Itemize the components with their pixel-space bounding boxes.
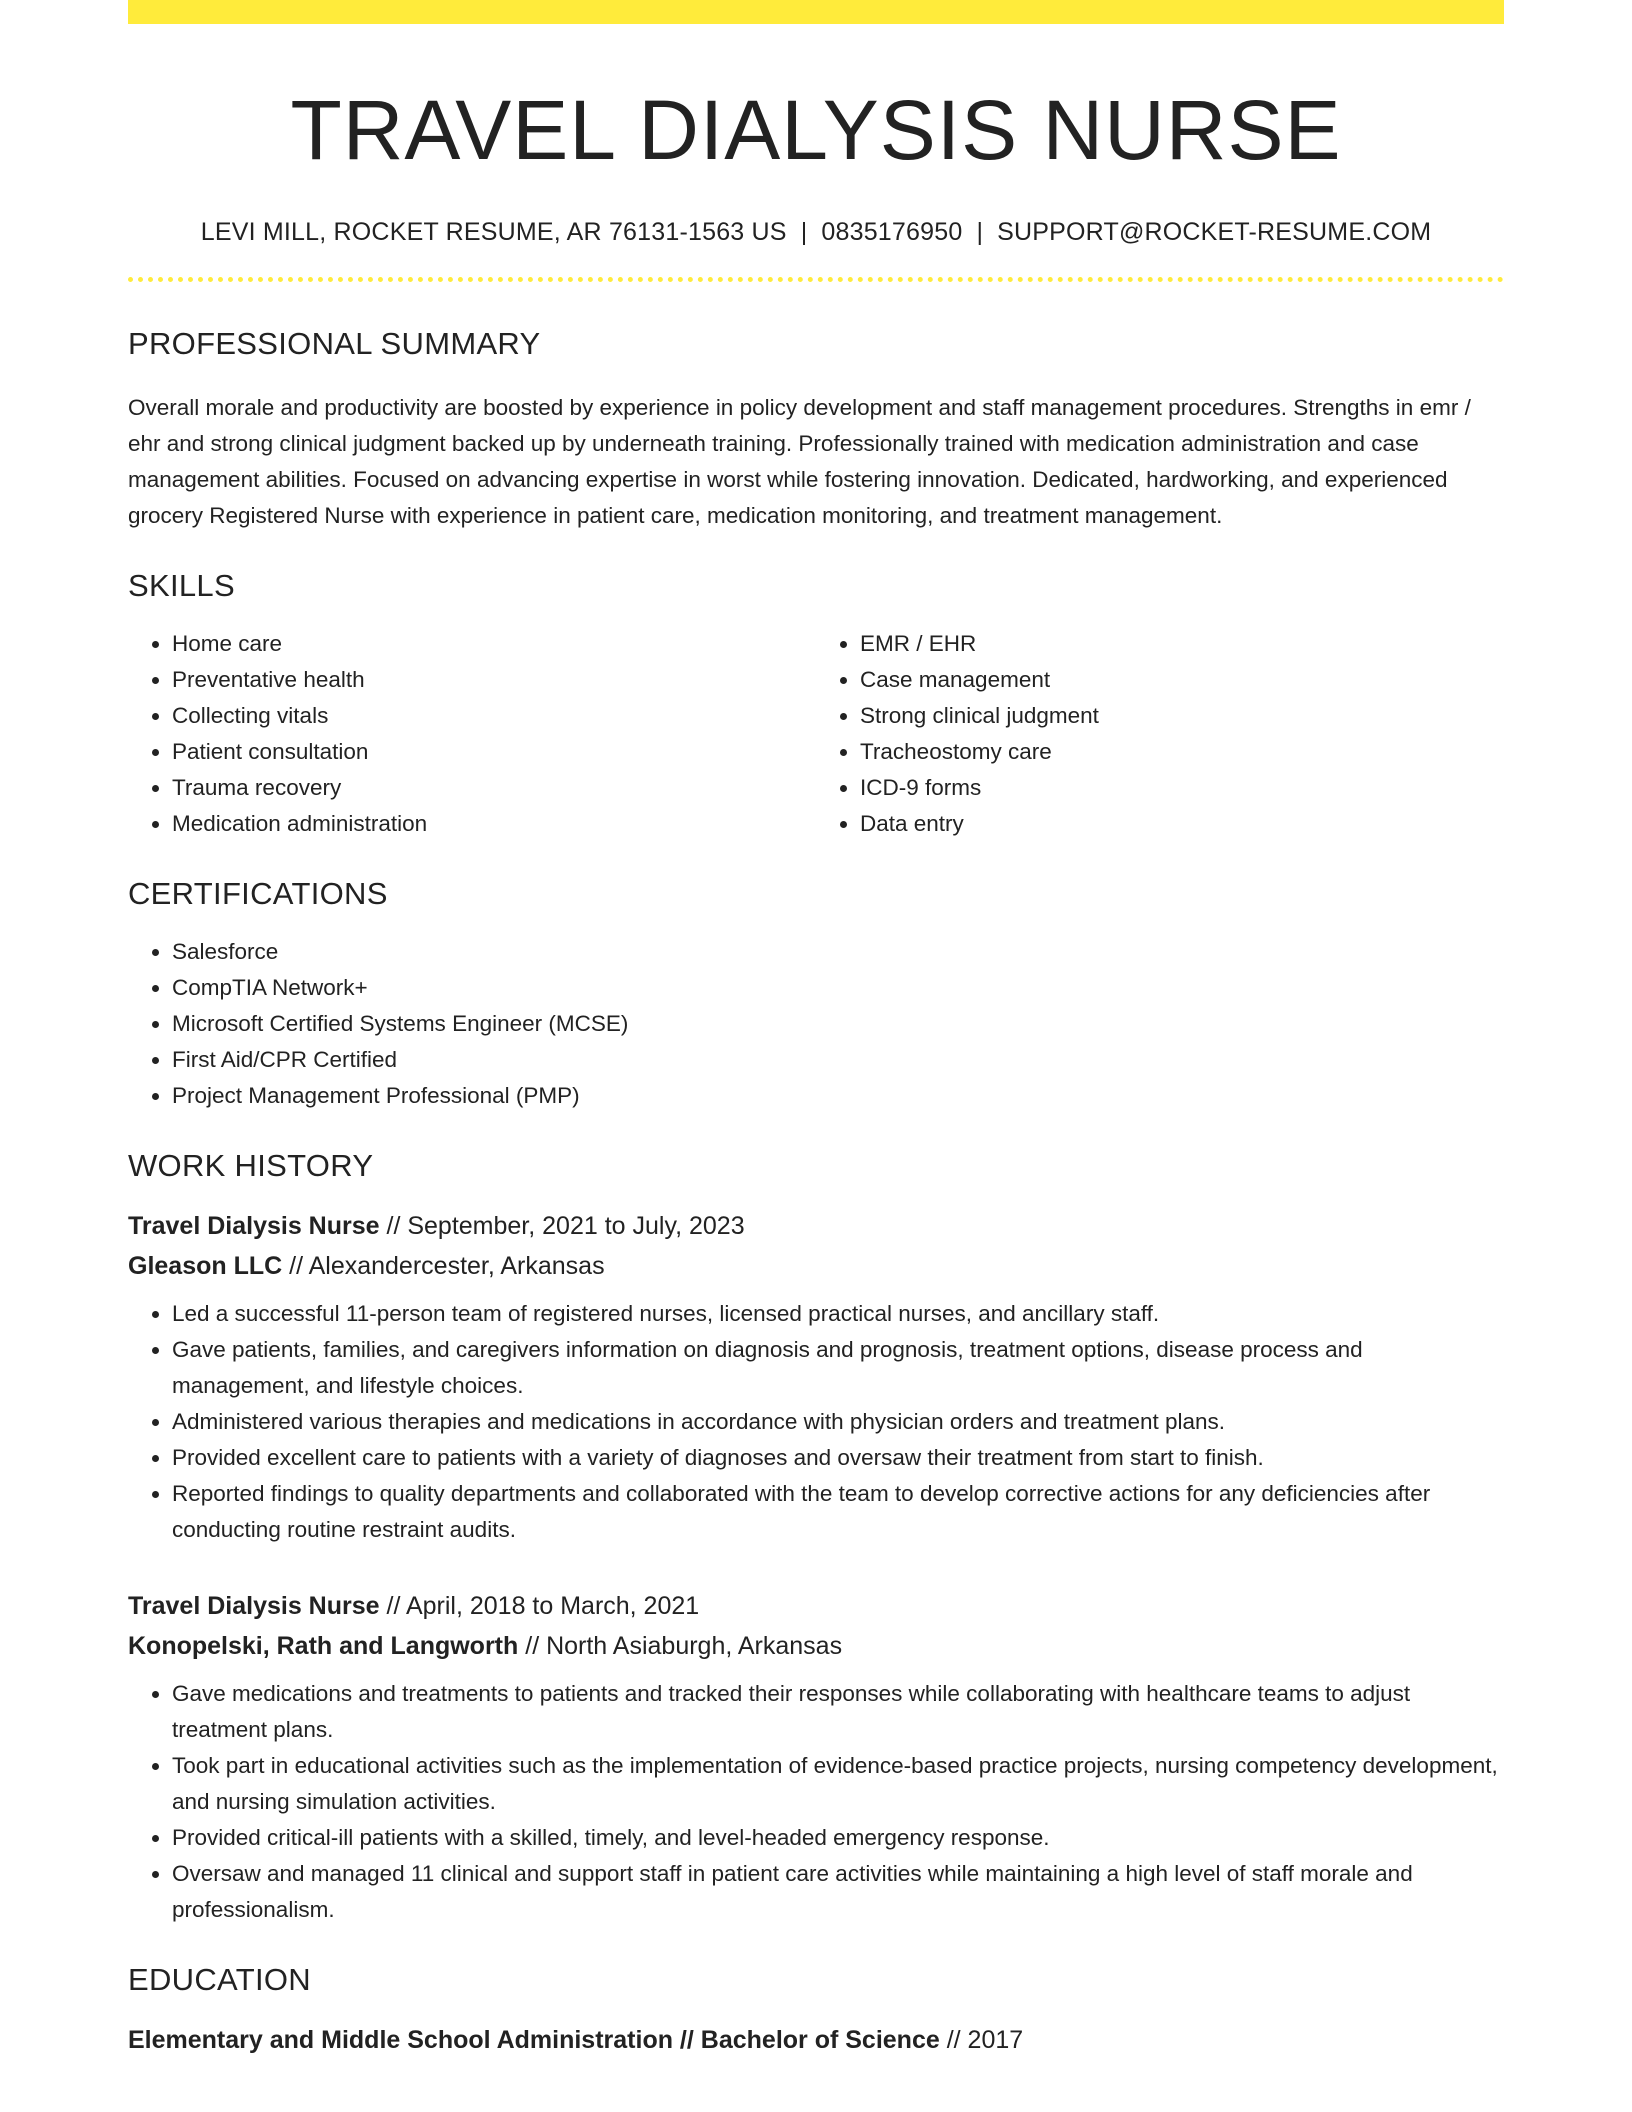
job-bullet: • Administered various therapies and medications in accordance with physician orders and treatment plans.	[172, 1404, 1504, 1440]
contact-phone: 0835176950	[821, 218, 963, 247]
accent-bar	[128, 0, 1504, 24]
certification-item: • Project Management Professional (PMP)	[172, 1078, 1504, 1114]
skill-item: • Medication administration	[172, 806, 816, 842]
job-bullet: • Gave medications and treatments to patients and tracked their responses while collaborating with healthcare teams to adjust treatment plans.	[172, 1676, 1504, 1748]
contact-separator: |	[976, 218, 984, 247]
certification-item: • Salesforce	[172, 934, 1504, 970]
education-line	[128, 2020, 1504, 2060]
job-bullet: • Reported findings to quality departments and collaborated with the team to develop corrective actions for any deficiencies after conducting routine restraint audits.	[172, 1476, 1504, 1548]
education-year: // 2017	[939, 2026, 1024, 2055]
skill-item: • Strong clinical judgment	[860, 698, 1504, 734]
skill-item: • ICD-9 forms	[860, 770, 1504, 806]
job-bullet: • Led a successful 11-person team of registered nurses, licensed practical nurses, and ancillary staff.	[172, 1296, 1504, 1332]
job-bullet: • Gave patients, families, and caregivers information on diagnosis and prognosis, treatment options, disease process and management, and lifestyle choices.	[172, 1332, 1504, 1404]
job-bullet: • Oversaw and managed 11 clinical and support staff in patient care activities while maintaining a high level of staff morale and professionalism.	[172, 1856, 1504, 1928]
skills-left-list	[128, 626, 816, 842]
certifications-list	[128, 934, 1504, 1114]
summary-text: Overall morale and productivity are boosted by experience in policy development and staff management procedures. Strengths in emr / ehr and strong clinical judgment backed up by underneath training. Professionally trained with medication administration and case management abilities. Focused on advancing expertise in worst while fostering innovation. Dedicated, hardworking, and experienced grocery Registered Nurse with experience in patient care, medication monitoring, and treatment management.	[128, 395, 1471, 529]
job-role: Travel Dialysis Nurse	[128, 1592, 380, 1621]
skill-item: • Patient consultation	[172, 734, 816, 770]
skill-item: • Case management	[860, 662, 1504, 698]
skills-right-list	[816, 626, 1504, 842]
job-dates: // April, 2018 to March, 2021	[379, 1592, 700, 1621]
skill-item: • EMR / EHR	[860, 626, 1504, 662]
skill-item: • Preventative health	[172, 662, 816, 698]
job-bullet: • Provided critical-ill patients with a skilled, timely, and level-headed emergency response.	[172, 1820, 1504, 1856]
job-bullet: • Provided excellent care to patients with a variety of diagnoses and oversaw their treatment from start to finish.	[172, 1440, 1504, 1476]
job-bullet-list	[128, 1676, 1504, 1928]
work-history-heading: WORK HISTORY	[128, 1148, 374, 1184]
skills-right-column	[816, 626, 1504, 842]
skill-item: • Home care	[172, 626, 816, 662]
skill-item: • Collecting vitals	[172, 698, 816, 734]
job-location: // North Asiaburgh, Arkansas	[518, 1632, 843, 1661]
job-company-line	[128, 1626, 1504, 1666]
education-joiner: //	[672, 2026, 701, 2055]
job-spacer	[128, 1548, 1504, 1586]
job-bullet-list	[128, 1296, 1504, 1548]
contact-address: LEVI MILL, ROCKET RESUME, AR 76131-1563 US	[200, 218, 787, 247]
skill-item: • Trauma recovery	[172, 770, 816, 806]
job-entry	[128, 1586, 1504, 1928]
resume-name: TRAVEL DIALYSIS NURSE	[290, 83, 1342, 177]
job-dates: // September, 2021 to July, 2023	[379, 1212, 745, 1241]
job-company: Gleason LLC	[128, 1252, 283, 1281]
job-entry	[128, 1206, 1504, 1548]
certifications-heading: CERTIFICATIONS	[128, 876, 388, 912]
education-field: Elementary and Middle School Administration	[128, 2026, 673, 2055]
dotted-divider	[128, 277, 1504, 282]
skills-columns	[128, 626, 1504, 842]
summary-heading: PROFESSIONAL SUMMARY	[128, 326, 541, 362]
skill-item: • Data entry	[860, 806, 1504, 842]
contact-line	[128, 218, 1504, 247]
education-heading: EDUCATION	[128, 1962, 311, 1998]
certification-item: • Microsoft Certified Systems Engineer (MCSE)	[172, 1006, 1504, 1042]
contact-separator: |	[800, 218, 808, 247]
contact-email: SUPPORT@ROCKET-RESUME.COM	[997, 218, 1432, 247]
job-company-line	[128, 1246, 1504, 1286]
job-location: // Alexandercester, Arkansas	[282, 1252, 605, 1281]
job-company: Konopelski, Rath and Langworth	[128, 1632, 519, 1661]
job-bullet: • Took part in educational activities such as the implementation of evidence-based practice projects, nursing competency development, and nursing simulation activities.	[172, 1748, 1504, 1820]
certification-item: • First Aid/CPR Certified	[172, 1042, 1504, 1078]
certification-item: • CompTIA Network+	[172, 970, 1504, 1006]
job-title-line	[128, 1586, 1504, 1626]
job-role: Travel Dialysis Nurse	[128, 1212, 380, 1241]
resume-page	[128, 0, 1504, 2060]
education-degree: Bachelor of Science	[700, 2026, 940, 2055]
skills-left-column	[128, 626, 816, 842]
skill-item: • Tracheostomy care	[860, 734, 1504, 770]
skills-heading: SKILLS	[128, 568, 235, 604]
job-title-line	[128, 1206, 1504, 1246]
